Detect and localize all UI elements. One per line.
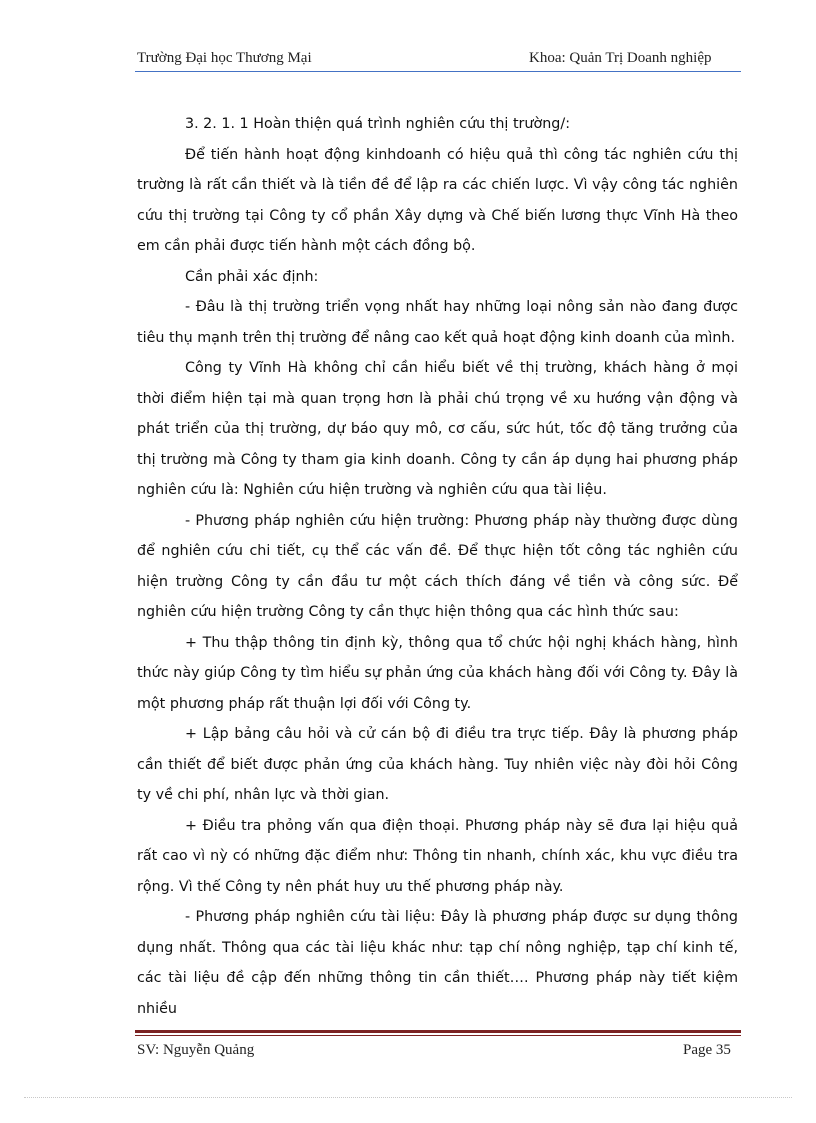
header-divider: [135, 71, 741, 72]
footer-student-name: SV: Nguyễn Quảng: [137, 1042, 255, 1058]
header-faculty-name: Khoa: Quản Trị Doanh nghiệp: [529, 50, 712, 66]
footer-divider-thin: [135, 1035, 741, 1036]
page-edge: [24, 1097, 792, 1098]
paragraph: - Đâu là thị trường triển vọng nhất hay những loại nông sản nào đang được tiêu thụ mạnh trên thị trường để nâng cao kết quả hoạt động kinh doanh của mình.: [137, 299, 738, 346]
paragraph: + Thu thập thông tin định kỳ, thông qua tổ chức hội nghị khách hàng, hình thức này giúp Công ty tìm hiểu sự phản ứng của khách hàng đối với Công ty. Đây là một phương pháp rất thuận lợi đối với Công ty.: [137, 634, 738, 712]
footer-divider-thick: [135, 1030, 741, 1033]
paragraph: - Phương pháp nghiên cứu tài liệu: Đây là phương pháp được sư dụng thông dụng nhất. Thông qua các tài liệu khác như: tạp chí nông nghiệp, tạp chí kinh tế, các tài liệu đề cập đến những thông tin cần thiết…. Phương pháp này tiết kiệm nhiều: [137, 909, 738, 1017]
paragraph: Để tiến hành hoạt động kinhdoanh có hiệu quả thì công tác nghiên cứu thị trường là rất cần thiết và là tiền đề để lập ra các chiến lược. Vì vậy công tác nghiên cứu thị trường tại Công ty cổ phần Xây dựng và Chế biến lương thực Vĩnh Hà theo em cần phải được tiến hành một cách đồng bộ.: [137, 146, 738, 254]
paragraph: + Lập bảng câu hỏi và cử cán bộ đi điều tra trực tiếp. Đây là phương pháp cần thiết để biết được phản ứng của khách hàng. Tuy nhiên việc này đòi hỏi Công ty về chi phí, nhân lực và thời gian.: [137, 726, 738, 803]
header-school-name: Trường Đại học Thương Mại: [137, 50, 312, 66]
footer-page-number: Page 35: [683, 1042, 731, 1058]
paragraph: Công ty Vĩnh Hà không chỉ cần hiểu biết về thị trường, khách hàng ở mọi thời điểm hiện tại mà quan trọng hơn là phải chú trọng về xu hướng vận động và phát triển của thị trường, dự báo quy mô, cơ cấu, sức hút, tốc độ tăng trưởng của thị trường mà Công ty tham gia kinh doanh. Công ty cần áp dụng hai phương pháp nghiên cứu là: Nghiên cứu hiện trường và nghiên cứu qua tài liệu.: [137, 360, 738, 498]
document-body: [137, 109, 738, 1024]
section-heading: 3. 2. 1. 1 Hoàn thiện quá trình nghiên cứu thị trường/:: [185, 116, 571, 132]
paragraph: - Phương pháp nghiên cứu hiện trường: Phương pháp này thường được dùng để nghiên cứu chi tiết, cụ thể các vấn đề. Để thực hiện tốt công tác nghiên cứu hiện trường Công ty cần đầu tư một cách thích đáng về tiền và công sức. Để nghiên cứu hiện trường Công ty cần thực hiện thông qua các hình thức sau:: [137, 512, 738, 620]
paragraph: + Điều tra phỏng vấn qua điện thoại. Phương pháp này sẽ đưa lại hiệu quả rất cao vì nỳ có những đặc điểm như: Thông tin nhanh, chính xác, khu vực điều tra rộng. Vì thế Công ty nên phát huy ưu thế phương pháp này.: [137, 817, 738, 895]
paragraph: Cần phải xác định:: [185, 268, 319, 285]
